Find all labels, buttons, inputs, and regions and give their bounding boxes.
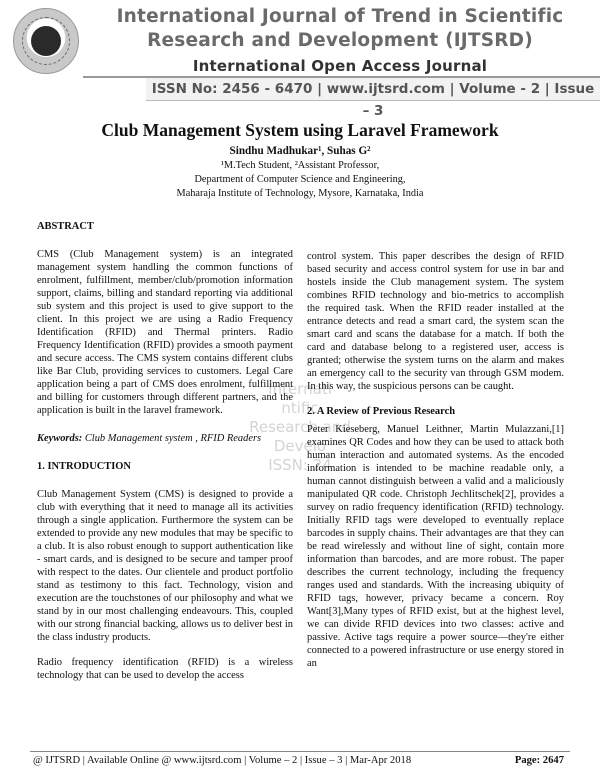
journal-title-line2: Research and Development (IJTSRD) [147,30,533,51]
keywords-label: Keywords: [37,433,83,444]
watermark-line: ISSN: 24 [268,456,332,474]
affiliation-line3: Maharaja Institute of Technology, Mysore, Karnataka, India [176,188,424,199]
review-paragraph: Peter Kieseberg, Manuel Leithner, Martin Mulazzani,[1] examines QR Codes and how they can be used to attack both human interaction and automated systems. As the encoded information is intended to be machine readable only, a human cannot distinguish between a valid and a maliciously manipulated QR code. Christoph Jechlitschek[2], provides a survey on radio frequency identification (RFID) technology. Initially RFID tags were developed to eventually replace barcodes in supply chains. Their advantages are that they can be read wirelessly and without line of sight, contain more information than barcodes, and are more robust. The paper describes the current technology, including the frequency ranges used and standards. With the increasing ubiquity of RFID tags, however, privacy became a concern. Roy Want[3],Many types of RFID exist, but at the highest level, we can divide RFID devices into two classes: active and passive. Active tags require a power source—they're either connected to a powered infrastructure or use energy stored in an [307,424,564,669]
keywords [37,432,293,445]
footer-rule [30,751,570,752]
abstract-text: CMS (Club Management system) is an integrated management system handling the common functions of enrolment, fulfillment, member/club/promotion information support, claims, billing and standard reporting via additional sub system and this project is used to give support to the client. In this project we are using a Radio Frequency Identification (RFID) and Thermal printers. Radio Frequency Identification (RFID) provides a smooth payment and secure access. The CMS system contains different clubs like Bar Club, providing services to customers. Legal Care application being a part of CMS does enrolment, fulfillment and billing for customers through different partners, and the application is built in the laravel framework. [37,249,293,416]
journal-title-line1: International Journal of Trend in Scientific [116,6,564,27]
left-column [37,220,293,682]
journal-subtitle: International Open Access Journal [192,57,488,75]
keywords-text: Club Management system , RFID Readers [82,433,262,444]
review-heading: 2. A Review of Previous Research [307,406,456,417]
introduction-paragraph-1: Club Management System (CMS) is designed to provide a club with everything that it need to manage all its activities through a single application. Furthermore the system can be extended to provide any new modules that may be specific to a club. It is also robust enough to support authentication like - smart cards, and is designed to be secure and tamper proof with respect to the dates. Our clientele and product portfolio stand as testimony to this fact. Technology, vision and execution are the touchstones of our philosophy and what we stand by in our most challenging endeavours. This, coupled with our strong financial backing, allows us to deliver best in the class industry products. [37,489,293,643]
page-footer [33,755,564,766]
right-paragraph-1: control system. This paper describes the design of RFID based security and access control system for use in bar and hostels inside the Club management system. The system combines RFID technology and bio-metrics to accomplish the required task. When the RFID reader installed at the entrance detects and read a smart card, the system scan the smart card and scans the database for a match. If both the card and database belong to a registered user, access is granted; otherwise the system turns on the alarm and makes an emergency call to the security van through GSM modem. In this way, the suspicious persons can be caught. [307,251,564,392]
paper-authors: Sindhu Madhukar¹, Suhas G² [229,145,371,157]
journal-logo [13,8,79,74]
introduction-paragraph-2: Radio frequency identification (RFID) is a wireless technology that can be used to develop the access [37,657,293,681]
watermark-line: Internati [268,380,332,398]
affiliation-line1: ¹M.Tech Student, ²Assistant Professor, [220,160,380,171]
watermark-line: Research and [249,418,351,436]
right-column [307,250,564,670]
introduction-heading: 1. INTRODUCTION [37,461,131,472]
paper-title: Club Management System using Laravel Framework [101,120,499,140]
affiliation-line2: Department of Computer Science and Engineering, [194,174,406,185]
footer-info: @ IJTSRD | Available Online @ www.ijtsrd.com | Volume – 2 | Issue – 3 | Mar-Apr 2018 [33,755,412,766]
logo-center [31,26,61,56]
issn-bar: ISSN No: 2456 - 6470 | www.ijtsrd.com | Volume - 2 | Issue – 3 [146,78,600,101]
abstract-heading: ABSTRACT [37,221,94,232]
watermark-line: Develo [273,437,327,455]
watermark-line: ntific [281,399,319,417]
page-number: Page: 2647 [514,755,564,766]
